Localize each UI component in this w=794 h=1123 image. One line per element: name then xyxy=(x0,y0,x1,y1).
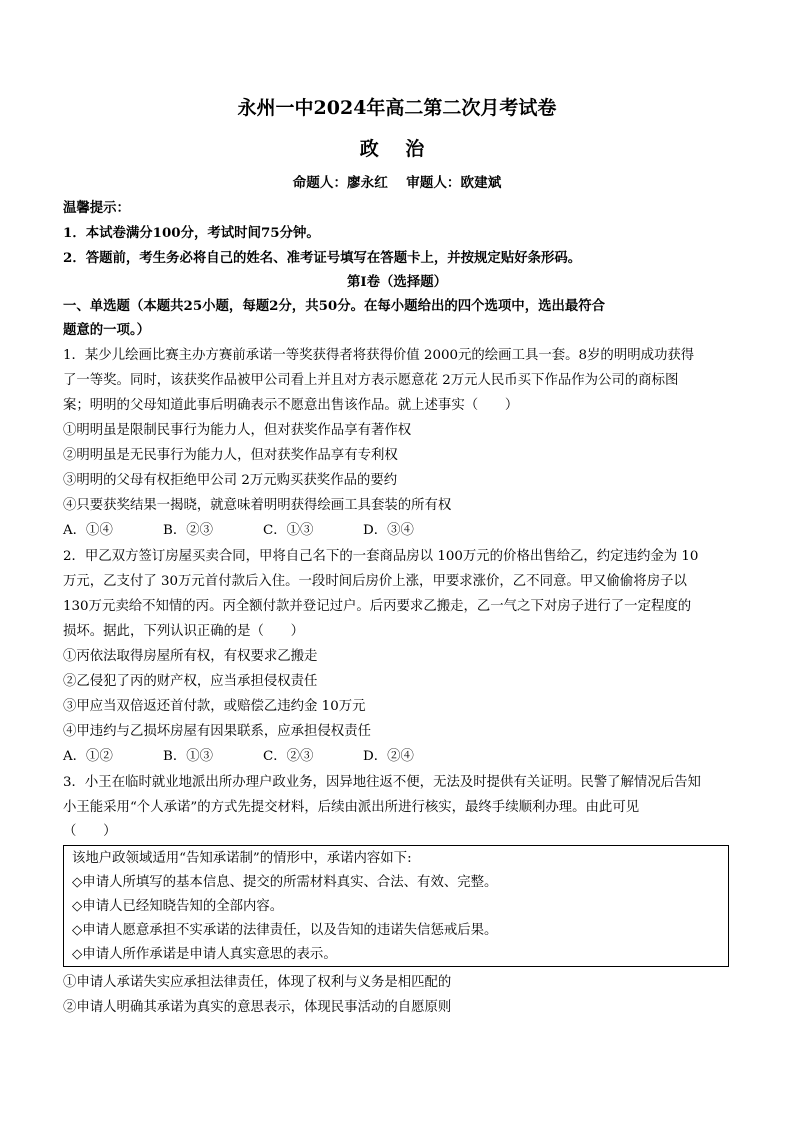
statement: ②乙侵犯了丙的财产权，应当承担侵权责任 xyxy=(63,674,318,689)
option-a: A．①② xyxy=(63,749,113,764)
section-heading: 一、单选题（本题共25小题，每题2分，共50分。在每小题给出的四个选项中，选出最符合 xyxy=(63,298,606,314)
statement: ②申请人明确其承诺为真实的意思表示，体现民事活动的自愿原则 xyxy=(63,1000,452,1015)
statement: ①申请人承诺失实应承担法律责任，体现了权利与义务是相匹配的 xyxy=(63,975,452,990)
statement: ①明明虽是限制民事行为能力人，但对获奖作品享有著作权 xyxy=(63,423,412,438)
material-line: ◇申请人所作承诺是申请人真实意思的表示。 xyxy=(72,947,337,962)
section-heading: 题意的一项。） xyxy=(63,322,151,338)
author-byline: 命题人：廖永红 审题人：欧建斌 xyxy=(292,175,502,191)
question-stem: 130万元卖给不知情的丙。丙全额付款并登记过户。后丙要求乙搬走，乙一气之下对房子进行了一定程度的 xyxy=(63,599,692,614)
question-stem: 小王能采用“个人承诺”的方式先提交材料，后续由派出所进行核实，最终手续顺利办理。由此可见 xyxy=(63,800,640,815)
question-stem: 损坏。据此，下列认识正确的是（ ） xyxy=(63,624,305,639)
answer-options xyxy=(63,522,463,540)
material-line: 该地户政领域适用“告知承诺制”的情形中，承诺内容如下: xyxy=(72,851,412,866)
tips-heading: 温馨提示： xyxy=(63,200,130,216)
option-d: D．②④ xyxy=(363,749,414,764)
material-line: ◇申请人愿意承担不实承诺的法律责任，以及告知的违诺失信惩戒后果。 xyxy=(72,923,498,938)
question-stem: 1．某少儿绘画比赛主办方赛前承诺一等奖获得者将获得价值 2000元的绘画工具一套。8岁的明明成功获得 xyxy=(63,348,695,363)
statement: ④只要获奖结果一揭晓，就意味着明明获得绘画工具套装的所有权 xyxy=(63,498,452,513)
question-stem: 3．小王在临时就业地派出所办理户政业务，因异地往返不便，无法及时提供有关证明。民警了解情况后告知 xyxy=(63,775,701,790)
statement: ④甲违约与乙损坏房屋有因果联系，应承担侵权责任 xyxy=(63,724,371,739)
option-b: B．②③ xyxy=(163,523,214,538)
statement: ②明明虽是无民事行为能力人，但对获奖作品享有专利权 xyxy=(63,448,398,463)
statement: ①丙依法取得房屋所有权，有权要求乙搬走 xyxy=(63,649,318,664)
material-line: ◇申请人已经知晓告知的全部内容。 xyxy=(72,899,284,914)
question-stem: 2．甲乙双方签订房屋买卖合同，甲将自己名下的一套商品房以 100万元的价格出售给乙，约定违约金为 10 xyxy=(63,549,699,564)
tip-item: 2．答题前，考生务必将自己的姓名、准考证号填写在答题卡上，并按规定贴好条形码。 xyxy=(63,250,582,266)
material-box xyxy=(63,845,729,967)
option-b: B．①③ xyxy=(163,749,214,764)
exam-title: 永州一中2024年高二第二次月考试卷 xyxy=(237,97,557,119)
question-stem: 万元，乙支付了 30万元首付款后入住。一段时间后房价上涨，甲要求涨价，乙不同意。甲又偷偷将房子以 xyxy=(63,574,687,589)
question-stem: 案；明明的父母知道此事后明确表示不愿意出售该作品。就上述事实（ ） xyxy=(63,398,519,413)
question-stem: （ ） xyxy=(63,824,117,839)
volume-heading: 第Ⅰ卷（选择题） xyxy=(347,274,447,290)
tip-item: 1．本试卷满分100分，考试时间75分钟。 xyxy=(63,225,320,241)
option-d: D．③④ xyxy=(363,523,414,538)
subject-title: 政 治 xyxy=(359,138,435,160)
option-a: A．①④ xyxy=(63,523,113,538)
answer-options xyxy=(63,748,463,766)
option-c: C．①③ xyxy=(263,523,314,538)
statement: ③明明的父母有权拒绝甲公司 2万元购买获奖作品的要约 xyxy=(63,473,398,488)
question-stem: 了一等奖。同时，该获奖作品被甲公司看上并且对方表示愿意花 2万元人民币买下作品作为公司的商标图 xyxy=(63,373,679,388)
statement: ③甲应当双倍返还首付款，或赔偿乙违约金 10万元 xyxy=(63,699,366,714)
material-line: ◇申请人所填写的基本信息、提交的所需材料真实、合法、有效、完整。 xyxy=(72,875,498,890)
option-c: C．②③ xyxy=(263,749,314,764)
